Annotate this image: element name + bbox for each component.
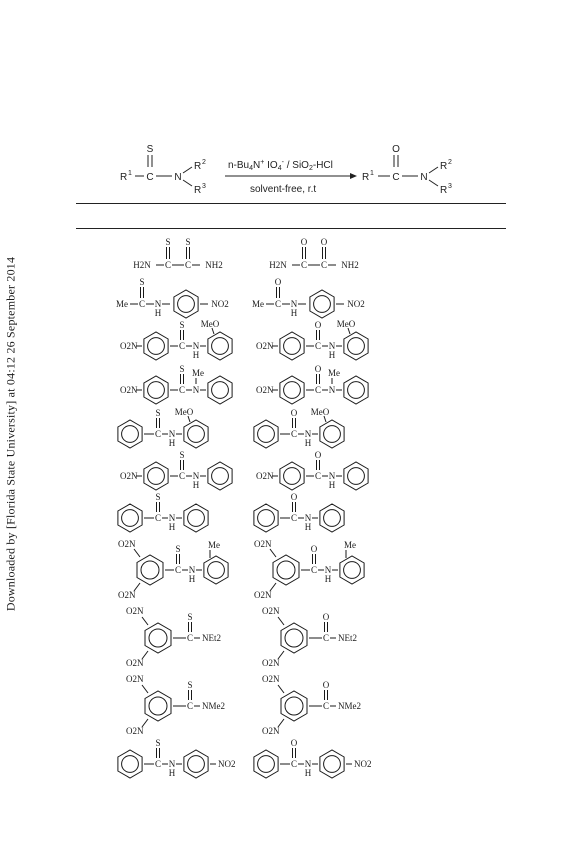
nitrogen: N — [304, 759, 312, 769]
heteroatom: O — [310, 544, 318, 554]
amide-structure-svg — [266, 238, 406, 280]
nitro-bottom: O2N — [262, 658, 280, 668]
carbon: C — [310, 565, 318, 575]
thioamide-structure-svg — [114, 319, 254, 364]
carbon: C — [290, 513, 298, 523]
hydrogen: H — [304, 522, 312, 532]
amide-structure — [250, 366, 390, 413]
amide-structure-svg — [250, 319, 390, 364]
methoxy: MeO — [174, 407, 194, 417]
product-r1-label: R — [362, 172, 370, 183]
hydrogen: H — [168, 438, 176, 448]
amine-group: NEt2 — [202, 633, 221, 643]
amine-right: NH2 — [341, 260, 359, 270]
methoxy: MeO — [310, 407, 330, 417]
heteroatom: O — [322, 680, 330, 690]
nitro-bottom: O2N — [254, 590, 272, 600]
thioamide-structure-svg — [114, 407, 254, 452]
svg-text:2: 2 — [202, 159, 206, 166]
r1-label: R — [120, 172, 128, 183]
heteroatom: O — [290, 408, 298, 418]
nitro-top: O2N — [254, 539, 272, 549]
amine-left: H2N — [269, 260, 287, 270]
svg-text:1: 1 — [128, 170, 132, 177]
nitrogen: N — [328, 341, 336, 351]
carbon-2: C — [184, 260, 192, 270]
nitrogen: N — [192, 385, 200, 395]
amide-structure-svg — [250, 277, 390, 322]
hydrogen: H — [168, 768, 176, 778]
thioamide-structure-svg — [114, 740, 254, 782]
nitro-top: O2N — [126, 606, 144, 616]
methyl: Me — [252, 299, 264, 309]
svg-text:1: 1 — [370, 170, 374, 177]
carbon-1: C — [300, 260, 308, 270]
carbon: C — [154, 759, 162, 769]
thioamide-structure — [114, 452, 254, 499]
hydrogen: H — [192, 350, 200, 360]
heteroatom: S — [139, 277, 145, 287]
carbon: C — [314, 341, 322, 351]
hydrogen: H — [154, 308, 162, 318]
nitro: O2N — [120, 471, 138, 481]
carbon: C — [178, 341, 186, 351]
product-nitrogen-label: N — [420, 172, 428, 183]
thio-atom: S — [146, 144, 154, 155]
table-row — [0, 407, 576, 452]
heteroatom: S — [187, 612, 193, 622]
download-notice-text: Downloaded by [Florida State University] at 04:12 26 September 2014 — [3, 256, 18, 612]
hydrogen: H — [290, 308, 298, 318]
thioamide-structure — [114, 740, 254, 787]
nitro: O2N — [256, 471, 274, 481]
carbon: C — [314, 385, 322, 395]
nitrogen: N — [328, 385, 336, 395]
amine-group: NEt2 — [338, 633, 357, 643]
r3-label: R — [194, 185, 202, 196]
methyl: Me — [116, 299, 128, 309]
thioamide-structure — [114, 319, 254, 369]
nitrogen: N — [304, 513, 312, 523]
product-carbon-label: C — [392, 172, 400, 183]
carbon: C — [322, 701, 330, 711]
heteroatom: O — [290, 492, 298, 502]
heteroatom-2: O — [320, 237, 328, 247]
amide-structure-svg — [250, 452, 390, 494]
heteroatom: S — [155, 738, 161, 748]
carbon: C — [174, 565, 182, 575]
amide-structure — [250, 668, 390, 743]
heteroatom: O — [322, 612, 330, 622]
thioamide-structure — [114, 366, 254, 413]
hydrogen: H — [192, 480, 200, 490]
thioamide-structure-svg — [114, 494, 254, 536]
nitrogen: N — [290, 299, 298, 309]
product-r2-label: R — [440, 161, 448, 172]
carbon-label: C — [146, 172, 154, 183]
condition-label: solvent-free, r.t — [250, 184, 317, 195]
nitrogen: N — [192, 341, 200, 351]
nitro: NO2 — [211, 299, 229, 309]
carbon: C — [186, 633, 194, 643]
hydrogen: H — [324, 574, 332, 584]
nitrogen: N — [168, 513, 176, 523]
thioamide-structure-svg — [114, 277, 254, 322]
thioamide-structure-svg — [114, 536, 254, 606]
heteroatom: S — [155, 408, 161, 418]
carbon: C — [178, 471, 186, 481]
heteroatom: S — [179, 364, 185, 374]
carbon: C — [314, 471, 322, 481]
thioamide-structure-svg — [114, 366, 254, 408]
amide-structure-svg — [250, 740, 390, 782]
carbon: C — [178, 385, 186, 395]
amine-group: NMe2 — [202, 701, 225, 711]
carbon: C — [290, 759, 298, 769]
carbon: C — [138, 299, 146, 309]
nitrogen: N — [188, 565, 196, 575]
heteroatom: S — [155, 492, 161, 502]
n-methyl: Me — [192, 368, 204, 378]
methoxy: MeO — [200, 319, 220, 329]
heteroatom-1: S — [165, 237, 171, 247]
nitro: O2N — [120, 341, 138, 351]
nitro: NO2 — [218, 759, 236, 769]
thioamide-structure-svg — [114, 452, 254, 494]
nitro-top: O2N — [262, 606, 280, 616]
amide-structure-svg — [250, 536, 390, 606]
table-top-rule — [76, 203, 506, 204]
nitro-top: O2N — [118, 539, 136, 549]
hydrogen: H — [328, 350, 336, 360]
heteroatom: O — [314, 450, 322, 460]
r2-label: R — [194, 161, 202, 172]
nitro: NO2 — [354, 759, 372, 769]
hydrogen: H — [168, 522, 176, 532]
amide-structure — [250, 452, 390, 499]
amide-structure-svg — [250, 494, 390, 536]
nitro-bottom: O2N — [126, 726, 144, 736]
table-row — [0, 452, 576, 494]
amide-structure — [266, 238, 406, 285]
nitrogen: N — [324, 565, 332, 575]
thioamide-structure-svg — [114, 600, 254, 670]
table-row — [0, 600, 576, 670]
carbon: C — [154, 513, 162, 523]
nitrogen: N — [168, 759, 176, 769]
amine-group: NMe2 — [338, 701, 361, 711]
carbon-1: C — [164, 260, 172, 270]
amide-structure — [250, 494, 390, 541]
heteroatom: S — [187, 680, 193, 690]
reaction-scheme — [110, 138, 520, 200]
hydrogen: H — [304, 768, 312, 778]
thioamide-structure-svg — [130, 238, 270, 280]
methyl: Me — [344, 540, 356, 550]
table-row — [0, 740, 576, 782]
amide-structure — [250, 600, 390, 675]
amine-left: H2N — [133, 260, 151, 270]
nitro-top: O2N — [262, 674, 280, 684]
nitrogen: N — [168, 429, 176, 439]
thioamide-structure — [114, 494, 254, 541]
amide-structure-svg — [250, 407, 390, 452]
nitrogen: N — [154, 299, 162, 309]
amide-structure-svg — [250, 366, 390, 408]
thioamide-structure — [114, 668, 254, 743]
n-methyl: Me — [328, 368, 340, 378]
nitro-bottom: O2N — [262, 726, 280, 736]
nitro-bottom: O2N — [118, 590, 136, 600]
amide-structure-svg — [250, 668, 390, 738]
svg-text:2: 2 — [448, 159, 452, 166]
nitrogen: N — [192, 471, 200, 481]
amide-structure — [250, 319, 390, 369]
methyl: Me — [208, 540, 220, 550]
nitro-top: O2N — [126, 674, 144, 684]
product-r3-label: R — [440, 185, 448, 196]
heteroatom-2: S — [185, 237, 191, 247]
nitro: O2N — [256, 341, 274, 351]
nitrogen-label: N — [174, 172, 182, 183]
nitrogen: N — [328, 471, 336, 481]
thioamide-structure — [130, 238, 270, 285]
hydrogen: H — [188, 574, 196, 584]
table-row — [0, 319, 576, 364]
table-header-rule — [76, 228, 506, 229]
carbon: C — [290, 429, 298, 439]
reaction-scheme-svg — [110, 138, 520, 200]
nitro: O2N — [256, 385, 274, 395]
table-row — [0, 536, 576, 606]
nitro: NO2 — [347, 299, 365, 309]
heteroatom: O — [274, 277, 282, 287]
table-row — [0, 494, 576, 536]
nitro: O2N — [120, 385, 138, 395]
svg-text:3: 3 — [448, 183, 452, 190]
carbon-2: C — [320, 260, 328, 270]
carbon: C — [154, 429, 162, 439]
nitro-bottom: O2N — [126, 658, 144, 668]
methoxy: MeO — [336, 319, 356, 329]
oxo-atom: O — [392, 144, 400, 155]
amide-structure — [250, 740, 390, 787]
heteroatom: O — [314, 320, 322, 330]
thioamide-structure — [114, 600, 254, 675]
carbon: C — [274, 299, 282, 309]
amide-structure-svg — [250, 600, 390, 670]
heteroatom-1: O — [300, 237, 308, 247]
reagent-label: $n-Bu_4N^+$ $IO_4^- / SiO_2-HCl$ — [228, 159, 333, 172]
nitrogen: N — [304, 429, 312, 439]
hydrogen: H — [304, 438, 312, 448]
heteroatom: O — [314, 364, 322, 374]
svg-text:3: 3 — [202, 183, 206, 190]
heteroatom: O — [290, 738, 298, 748]
heteroatom: S — [179, 450, 185, 460]
hydrogen: H — [328, 480, 336, 490]
heteroatom: S — [175, 544, 181, 554]
table-row — [0, 366, 576, 408]
table-row — [0, 668, 576, 738]
table-row — [0, 238, 576, 280]
amine-right: NH2 — [205, 260, 223, 270]
heteroatom: S — [179, 320, 185, 330]
carbon: C — [322, 633, 330, 643]
carbon: C — [186, 701, 194, 711]
table-row — [0, 277, 576, 322]
thioamide-structure-svg — [114, 668, 254, 738]
